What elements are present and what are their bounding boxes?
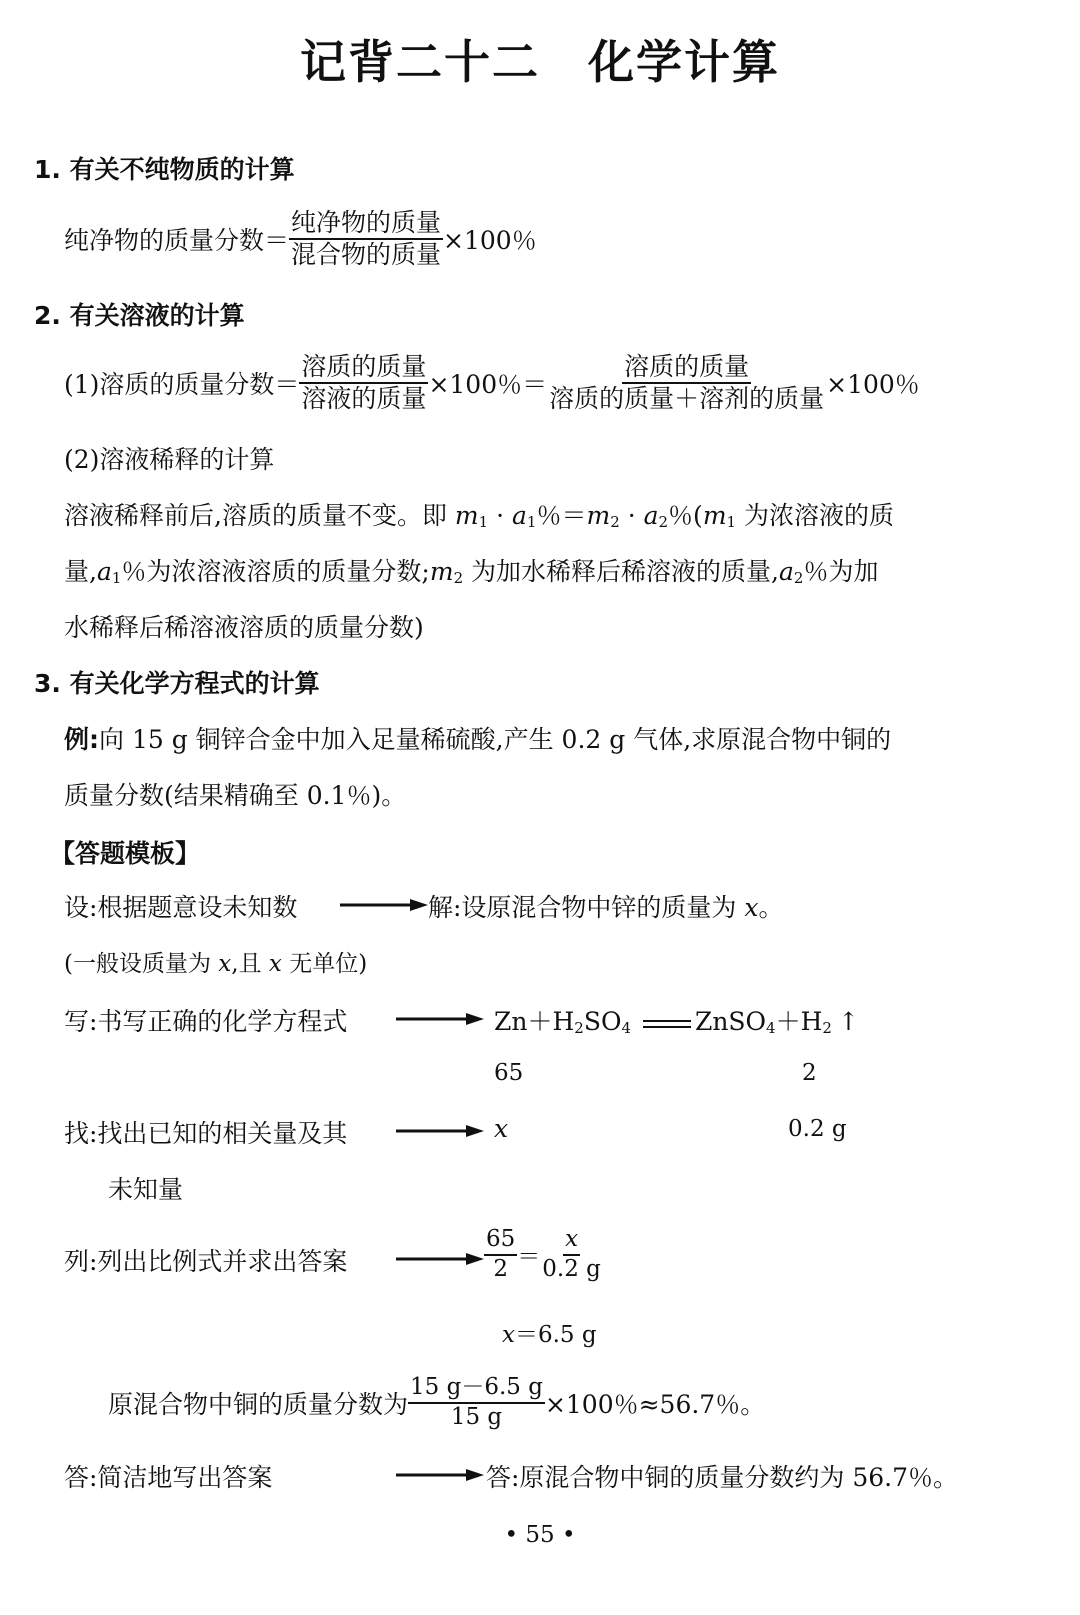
double-line-equals-icon <box>641 1018 693 1030</box>
dot: · <box>619 501 644 530</box>
formula-solution <box>64 352 920 414</box>
subscript: 2 <box>822 1019 832 1037</box>
dilution-line-2 <box>64 552 878 588</box>
formula-solution-tail: ×100％ <box>826 370 920 399</box>
dilution-text: ％为加 <box>803 557 879 586</box>
section1-heading: 1. 有关不纯物质的计算 <box>34 155 295 184</box>
subscript: 1 <box>111 569 122 587</box>
subscript: 1 <box>726 513 737 531</box>
example-line-1 <box>64 720 891 756</box>
var-x: x <box>218 951 232 977</box>
fraction-numerator: 65 <box>484 1226 517 1256</box>
dilution-line-3: 水稀释后稀溶液溶质的质量分数) <box>64 613 424 642</box>
percent-paren: ％( <box>668 501 703 530</box>
subscript: 2 <box>453 569 464 587</box>
copper-fraction <box>108 1374 765 1431</box>
chemical-equation <box>494 1002 859 1038</box>
fraction-denominator: 15 g <box>450 1403 503 1430</box>
dilution-text: 量, <box>64 557 97 586</box>
formula-purity-lhs: 纯净物的质量分数＝ <box>64 226 290 255</box>
answer-step: 答:简洁地写出答案 <box>64 1463 273 1492</box>
subscript: 2 <box>793 569 804 587</box>
find-step-cont: 未知量 <box>108 1175 184 1204</box>
dilution-title: (2)溶液稀释的计算 <box>64 445 275 474</box>
section3-heading: 3. 有关化学方程式的计算 <box>34 669 320 698</box>
solution-x <box>502 1316 597 1349</box>
subscript: 2 <box>574 1019 584 1037</box>
dilution-line-1 <box>64 496 894 532</box>
period: 。 <box>758 893 784 922</box>
dot: · <box>488 501 513 530</box>
fraction-numerator: 纯净物的质量 <box>289 208 443 240</box>
template-label: 【答题模板】 <box>50 839 201 868</box>
fraction-numerator: 溶质的质量 <box>622 352 751 384</box>
page-number: • 55 • <box>504 1522 576 1548</box>
formula-solution-fraction-1 <box>299 352 428 414</box>
equation-part: ZnSO <box>694 1007 767 1036</box>
gas-up-arrow-icon: ↑ <box>837 1007 859 1036</box>
subscript: 4 <box>766 1019 776 1037</box>
find-h2-mass: 0.2 g <box>788 1116 847 1142</box>
var-x: x <box>502 1322 515 1348</box>
dilution-text: 为浓溶液的质 <box>736 501 895 530</box>
set-step: 设:根据题意设未知数 <box>64 893 298 922</box>
subscript: 4 <box>621 1019 631 1037</box>
find-x: x <box>494 1114 509 1143</box>
var-a: a <box>643 501 659 530</box>
note-text: 无单位) <box>289 951 368 977</box>
fraction-denominator: 混合物的质量 <box>291 240 442 269</box>
set-answer <box>428 888 784 924</box>
mass-zn: 65 <box>494 1060 524 1086</box>
equals-sign: ＝ <box>517 1244 541 1271</box>
proportion-left <box>484 1226 517 1283</box>
fraction-numerator: 15 g－6.5 g <box>408 1374 545 1404</box>
fraction-numerator: 溶质的质量 <box>299 352 428 384</box>
percent-equals: ％＝ <box>536 501 587 530</box>
formula-solution-fraction-2 <box>547 352 826 414</box>
var-m: m <box>702 501 727 530</box>
subscript: 1 <box>478 513 489 531</box>
formula-purity-tail: ×100％ <box>443 226 537 255</box>
fraction-denominator: 溶液的质量 <box>301 384 427 413</box>
example-line-2: 质量分数(结果精确至 0.1％)。 <box>64 781 407 810</box>
write-step: 写:书写正确的化学方程式 <box>64 1007 348 1036</box>
var-a: a <box>779 557 794 586</box>
dilution-text: ％为浓溶液溶质的质量分数; <box>121 557 430 586</box>
set-note <box>64 945 367 978</box>
fraction-denominator: 溶质的质量＋溶剂的质量 <box>549 384 825 413</box>
proportion-right <box>540 1226 603 1283</box>
formula-solution-lhs: (1)溶质的质量分数＝ <box>64 370 300 399</box>
fraction-denominator: 2 <box>493 1255 508 1282</box>
arrow-right-icon <box>396 1012 484 1026</box>
find-step: 找:找出已知的相关量及其 <box>64 1119 348 1148</box>
set-answer-text: 解:设原混合物中锌的质量为 <box>428 893 737 922</box>
equation-part: SO <box>583 1007 622 1036</box>
dilution-text: 溶液稀释前后,溶质的质量不变。即 <box>64 501 447 530</box>
arrow-right-icon <box>396 1252 484 1266</box>
formula-purity-fraction <box>289 208 443 270</box>
var-m: m <box>454 501 479 530</box>
arrow-right-icon <box>340 898 428 912</box>
page-title: 记背二十二 化学计算 <box>300 35 780 89</box>
var-x: x <box>268 951 282 977</box>
var-m: m <box>429 557 454 586</box>
formula-solution-mid: ×100％＝ <box>428 370 548 399</box>
arrow-right-icon <box>396 1124 484 1138</box>
copper-text: 原混合物中铜的质量分数为 <box>108 1389 409 1419</box>
equation-part: Zn＋H <box>494 1007 575 1036</box>
arrow-right-icon <box>396 1468 484 1482</box>
var-m: m <box>586 501 611 530</box>
mass-h2: 2 <box>802 1060 817 1086</box>
example-label: 例: <box>64 725 99 754</box>
copper-fraction-value <box>408 1374 545 1431</box>
equation-part: ＋H <box>775 1007 823 1036</box>
copper-result: ×100％≈56.7％。 <box>544 1389 766 1419</box>
proportion <box>484 1226 603 1283</box>
dilution-text: 为加水稀释后稀溶液的质量, <box>463 557 780 586</box>
section2-heading: 2. 有关溶液的计算 <box>34 301 245 330</box>
list-step: 列:列出比例式并求出答案 <box>64 1247 348 1276</box>
example-text: 向 15 g 铜锌合金中加入足量稀硫酸,产生 0.2 g 气体,求原混合物中铜的 <box>99 725 892 754</box>
subscript: 2 <box>610 513 620 531</box>
subscript: 2 <box>658 513 669 531</box>
solution-value: ＝6.5 g <box>514 1322 597 1348</box>
subscript: 1 <box>526 513 537 531</box>
formula-purity <box>64 208 537 270</box>
note-text: ,且 <box>231 951 262 977</box>
note-text: (一般设质量为 <box>64 951 211 977</box>
final-answer: 答:原混合物中铜的质量分数约为 56.7％。 <box>486 1463 959 1492</box>
var-a: a <box>512 501 527 530</box>
fraction-numerator: x <box>563 1226 580 1256</box>
var-a: a <box>96 557 112 586</box>
fraction-denominator: 0.2 g <box>542 1255 601 1282</box>
var-x: x <box>744 893 759 922</box>
